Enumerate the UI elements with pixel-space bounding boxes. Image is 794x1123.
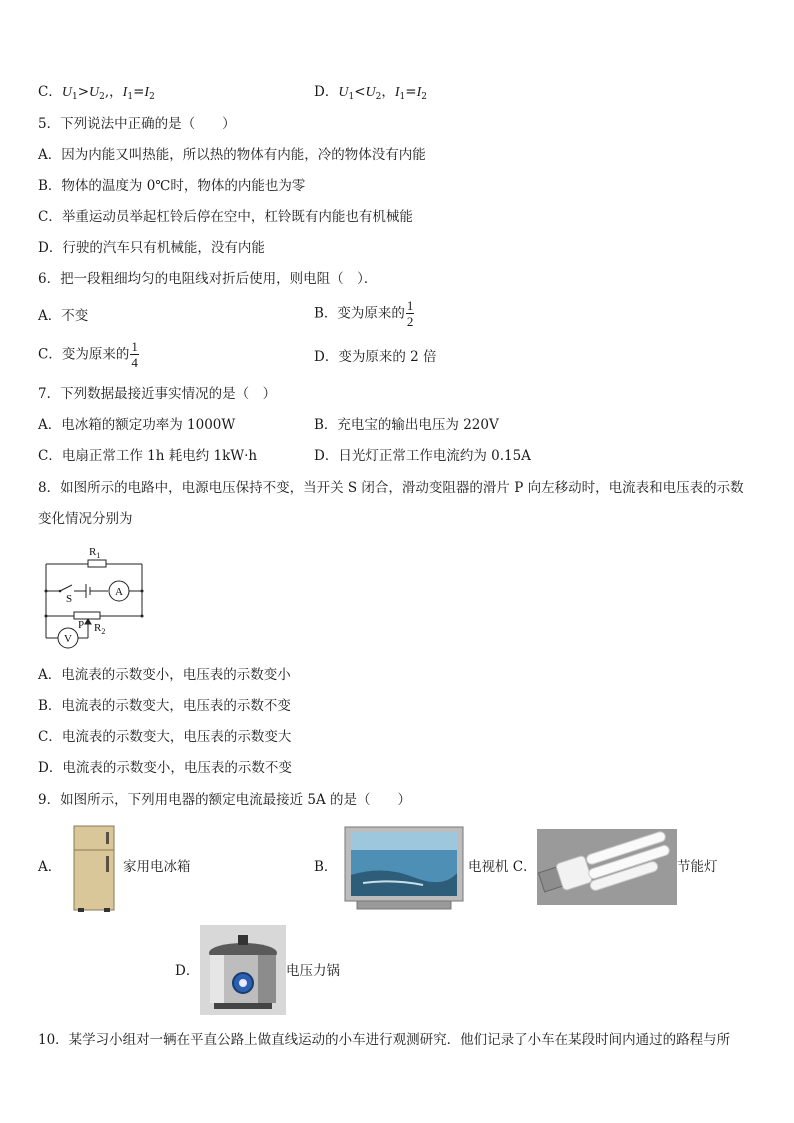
q4-option-d: D．$U_1<U_2$，$I_1=I_2$ xyxy=(314,84,427,102)
q10-stem: 10．某学习小组对一辆在平直公路上做直线运动的小车进行观测研究．他们记录了小车在某段时间内通过的路程与所 xyxy=(38,1032,731,1048)
fraction-quarter: $\frac{1}{4}$ xyxy=(131,339,138,370)
q7-option-a: A．电冰箱的额定功率为 1000W xyxy=(38,417,236,433)
q8-option-d: D．电流表的示数变小，电压表的示数不变 xyxy=(38,760,292,776)
q4-option-c: C．$U_1>U_2$,，$I_1=I_2$ xyxy=(38,84,155,102)
q8-stem-line2: 变化情况分别为 xyxy=(38,511,133,527)
r1-label: $R_1$ xyxy=(89,546,101,560)
q9-option-b-label: 电视机 C． xyxy=(468,859,537,875)
switch-label: S xyxy=(66,593,73,605)
circuit-diagram xyxy=(38,540,150,652)
television-image xyxy=(343,825,465,913)
q7-option-b: B．充电宝的输出电压为 220V xyxy=(314,417,499,433)
q5-option-b: B．物体的温度为 0℃时，物体的内能也为零 xyxy=(38,178,306,194)
q8-option-b: B．电流表的示数变大，电压表的示数不变 xyxy=(38,698,291,714)
q8-option-a: A．电流表的示数变小，电压表的示数变小 xyxy=(38,667,291,683)
q5-option-a: A．因为内能又叫热能，所以热的物体有内能，冷的物体没有内能 xyxy=(38,147,426,163)
q7-option-c: C．电扇正常工作 1h 耗电约 1kW·h xyxy=(38,448,258,464)
ammeter-label: A xyxy=(115,586,123,598)
q9-stem: 9．如图所示，下列用电器的额定电流最接近 5A 的是（ ） xyxy=(38,792,412,808)
slider-p-label: P xyxy=(78,619,85,631)
q5-stem: 5．下列说法中正确的是（ ） xyxy=(38,116,236,132)
q9-option-d-label: 电压力锅 xyxy=(286,963,340,979)
q7-stem: 7．下列数据最接近事实情况的是（ ） xyxy=(38,386,277,402)
refrigerator-image xyxy=(68,822,120,914)
q6-option-c: C．变为原来的 $\frac{1}{4}$ xyxy=(38,339,138,370)
q9-option-d-prefix: D． xyxy=(175,963,200,979)
q6-option-a: A．不变 xyxy=(38,308,89,324)
pressure-cooker-image xyxy=(200,925,286,1015)
energy-saving-lamp-image xyxy=(537,829,677,905)
q6-stem: 6．把一段粗细均匀的电阻线对折后使用，则电阻（ ）． xyxy=(38,271,378,287)
q8-stem-line1: 8．如图所示的电路中，电源电压保持不变，当开关 S 闭合，滑动变阻器的滑片 P 向左移动时，电流表和电压表的示数 xyxy=(38,480,744,496)
q9-option-a-label: 家用电冰箱 xyxy=(123,859,191,875)
q8-option-c: C．电流表的示数变大，电压表的示数变大 xyxy=(38,729,292,745)
q5-option-c: C．举重运动员举起杠铃后停在空中，杠铃既有内能也有机械能 xyxy=(38,209,413,225)
r2-label: $R_2$ xyxy=(94,622,106,636)
voltmeter-label: V xyxy=(64,633,72,645)
q9-option-c-label: 节能灯 xyxy=(677,859,718,875)
q7-option-d: D．日光灯正常工作电流约为 0.15A xyxy=(314,448,531,464)
q5-option-d: D．行驶的汽车只有机械能，没有内能 xyxy=(38,240,265,256)
q6-option-b: B．变为原来的 $\frac{1}{2}$ xyxy=(314,298,414,329)
q9-option-a-prefix: A． xyxy=(38,859,62,875)
q6-option-d: D．变为原来的 2 倍 xyxy=(314,349,437,365)
fraction-half: $\frac{1}{2}$ xyxy=(406,298,414,329)
q9-option-b-prefix: B． xyxy=(314,859,338,875)
